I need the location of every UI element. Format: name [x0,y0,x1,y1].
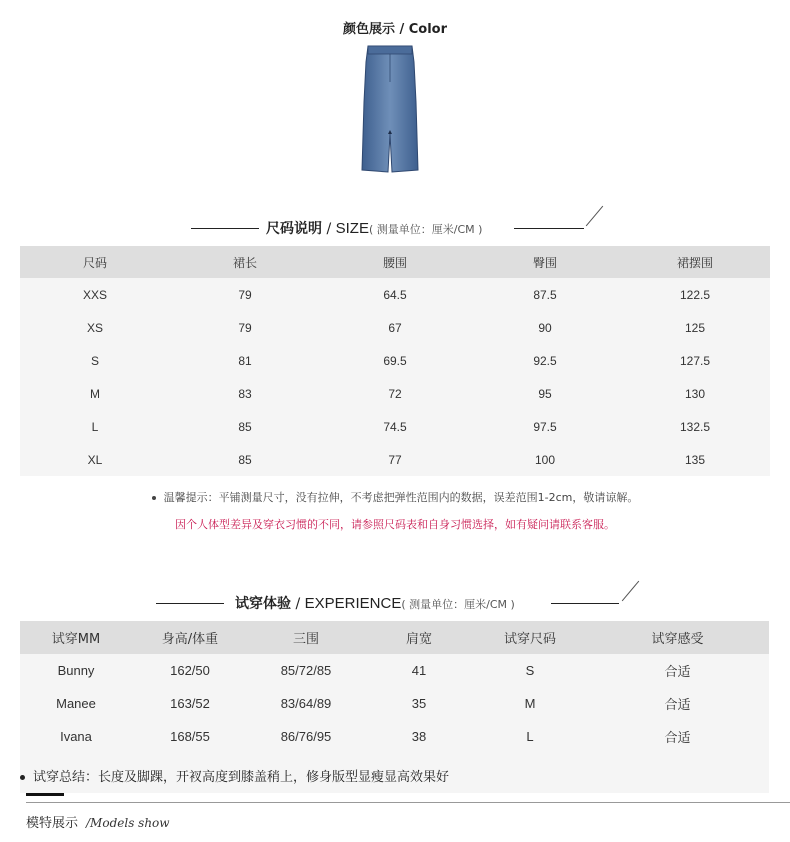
table-cell: 132.5 [679,419,711,434]
table-cell: 38 [411,729,427,744]
size-header-cell: 腰围 [320,246,470,278]
table-cell: 85 [238,419,252,434]
table-cell: 86/76/95 [280,729,332,744]
table-cell: 79 [238,287,252,302]
color-section-title: 颜色展示 / Color [342,22,448,37]
table-cell: 163/52 [170,696,210,711]
table-cell: 67 [388,320,402,335]
size-header-cell: 裙长 [170,246,320,278]
exp-header-cell: 身高/体重 [132,621,248,654]
size-warning: 因个人体型差异及穿衣习惯的不同，请参照尺码表和自身习惯选择，如有疑问请联系客服。 [175,518,615,531]
table-cell: 74.5 [383,419,407,434]
size-table-header [20,246,770,278]
experience-summary [20,766,449,785]
size-note-text: 温馨提示：平铺测量尺寸，没有拉伸，不考虑把弹性范围内的数据，误差范围1-2cm，敬请谅解。 [163,491,639,504]
table-cell: 41 [411,663,427,678]
table-cell: S [90,353,99,368]
size-heading-slash [586,206,603,227]
exp-title-en: EXPERIENCE [304,595,402,612]
exp-title-sep: / [291,596,305,612]
table-cell: S [525,663,535,678]
exp-title-zh: 试穿体验 [235,596,291,612]
experience-table [20,621,769,753]
table-cell: 130 [684,386,706,401]
table-cell: 83 [238,386,252,401]
size-header-cell: 裙摆围 [620,246,770,278]
exp-header-cell: 肩宽 [364,621,474,654]
bullet-icon [20,775,25,780]
bullet-icon [152,496,156,500]
size-note [0,489,790,505]
table-cell: M [524,696,536,711]
models-title-zh: 模特展示 [26,816,79,831]
table-cell: L [91,419,99,434]
table-row [20,720,769,753]
table-row [20,410,770,443]
table-cell: 90 [538,320,552,335]
table-cell: 35 [411,696,427,711]
size-title-sep: / [322,221,336,237]
table-cell: 122.5 [679,287,711,302]
exp-heading-slash [622,581,639,602]
exp-header-cell: 试穿尺码 [474,621,586,654]
table-row [20,443,770,476]
summary-text: 试穿总结：长度及脚踝，开衩高度到膝盖稍上，修身版型显瘦显高效果好 [33,770,450,785]
models-title-en: /Models show [86,816,170,830]
table-cell: XS [86,320,103,335]
table-cell: 127.5 [679,353,711,368]
table-cell: 100 [534,452,556,467]
size-section-heading [266,218,482,238]
table-cell: 125 [684,320,706,335]
exp-unit: ( 测量单位：厘米/CM ) [401,598,515,611]
table-row [20,654,769,687]
table-cell: L [526,729,534,744]
table-cell: Bunny [57,663,95,678]
table-cell: Ivana [60,729,92,744]
exp-header-cell: 试穿感受 [586,621,769,654]
size-table [20,246,770,476]
denim-skirt-image [358,42,422,174]
table-row [20,344,770,377]
table-cell: 135 [684,452,706,467]
size-unit: ( 测量单位：厘米/CM ) [368,223,483,236]
skirt-waistband [368,46,412,54]
models-divider [26,802,790,803]
exp-heading-right-line [551,603,619,604]
table-cell: 合适 [664,697,691,712]
table-row [20,311,770,344]
table-row [20,278,770,311]
table-cell: 64.5 [383,287,407,302]
size-title-en: SIZE [335,220,369,237]
size-header-cell: 臀围 [470,246,620,278]
experience-table-header [20,621,769,654]
table-cell: M [90,386,100,401]
exp-header-cell: 试穿MM [20,621,132,654]
table-cell: 79 [238,320,252,335]
table-cell: 97.5 [533,419,557,434]
table-cell: 合适 [664,664,691,679]
table-cell: 85 [238,452,252,467]
table-cell: 72 [388,386,402,401]
table-cell: 83/64/89 [280,696,332,711]
table-cell: 168/55 [170,729,210,744]
table-cell: 92.5 [533,353,557,368]
table-cell: 81 [238,353,252,368]
table-row [20,377,770,410]
table-cell: 87.5 [533,287,557,302]
models-section-title [26,812,170,831]
table-cell: 85/72/85 [280,663,332,678]
size-heading-right-line [514,228,584,229]
exp-header-cell: 三围 [248,621,364,654]
table-row [20,687,769,720]
size-header-cell: 尺码 [20,246,170,278]
models-accent-bar [26,793,64,796]
table-cell: 69.5 [383,353,407,368]
table-cell: XL [87,452,103,467]
table-cell: XXS [82,287,107,302]
table-cell: 合适 [664,730,691,745]
size-heading-left-line [191,228,259,229]
table-cell: 77 [388,452,402,467]
size-title-zh: 尺码说明 [266,221,322,237]
table-cell: Manee [56,696,96,711]
table-cell: 162/50 [170,663,210,678]
exp-heading-left-line [156,603,224,604]
table-cell: 95 [538,386,552,401]
experience-section-heading [235,593,515,613]
